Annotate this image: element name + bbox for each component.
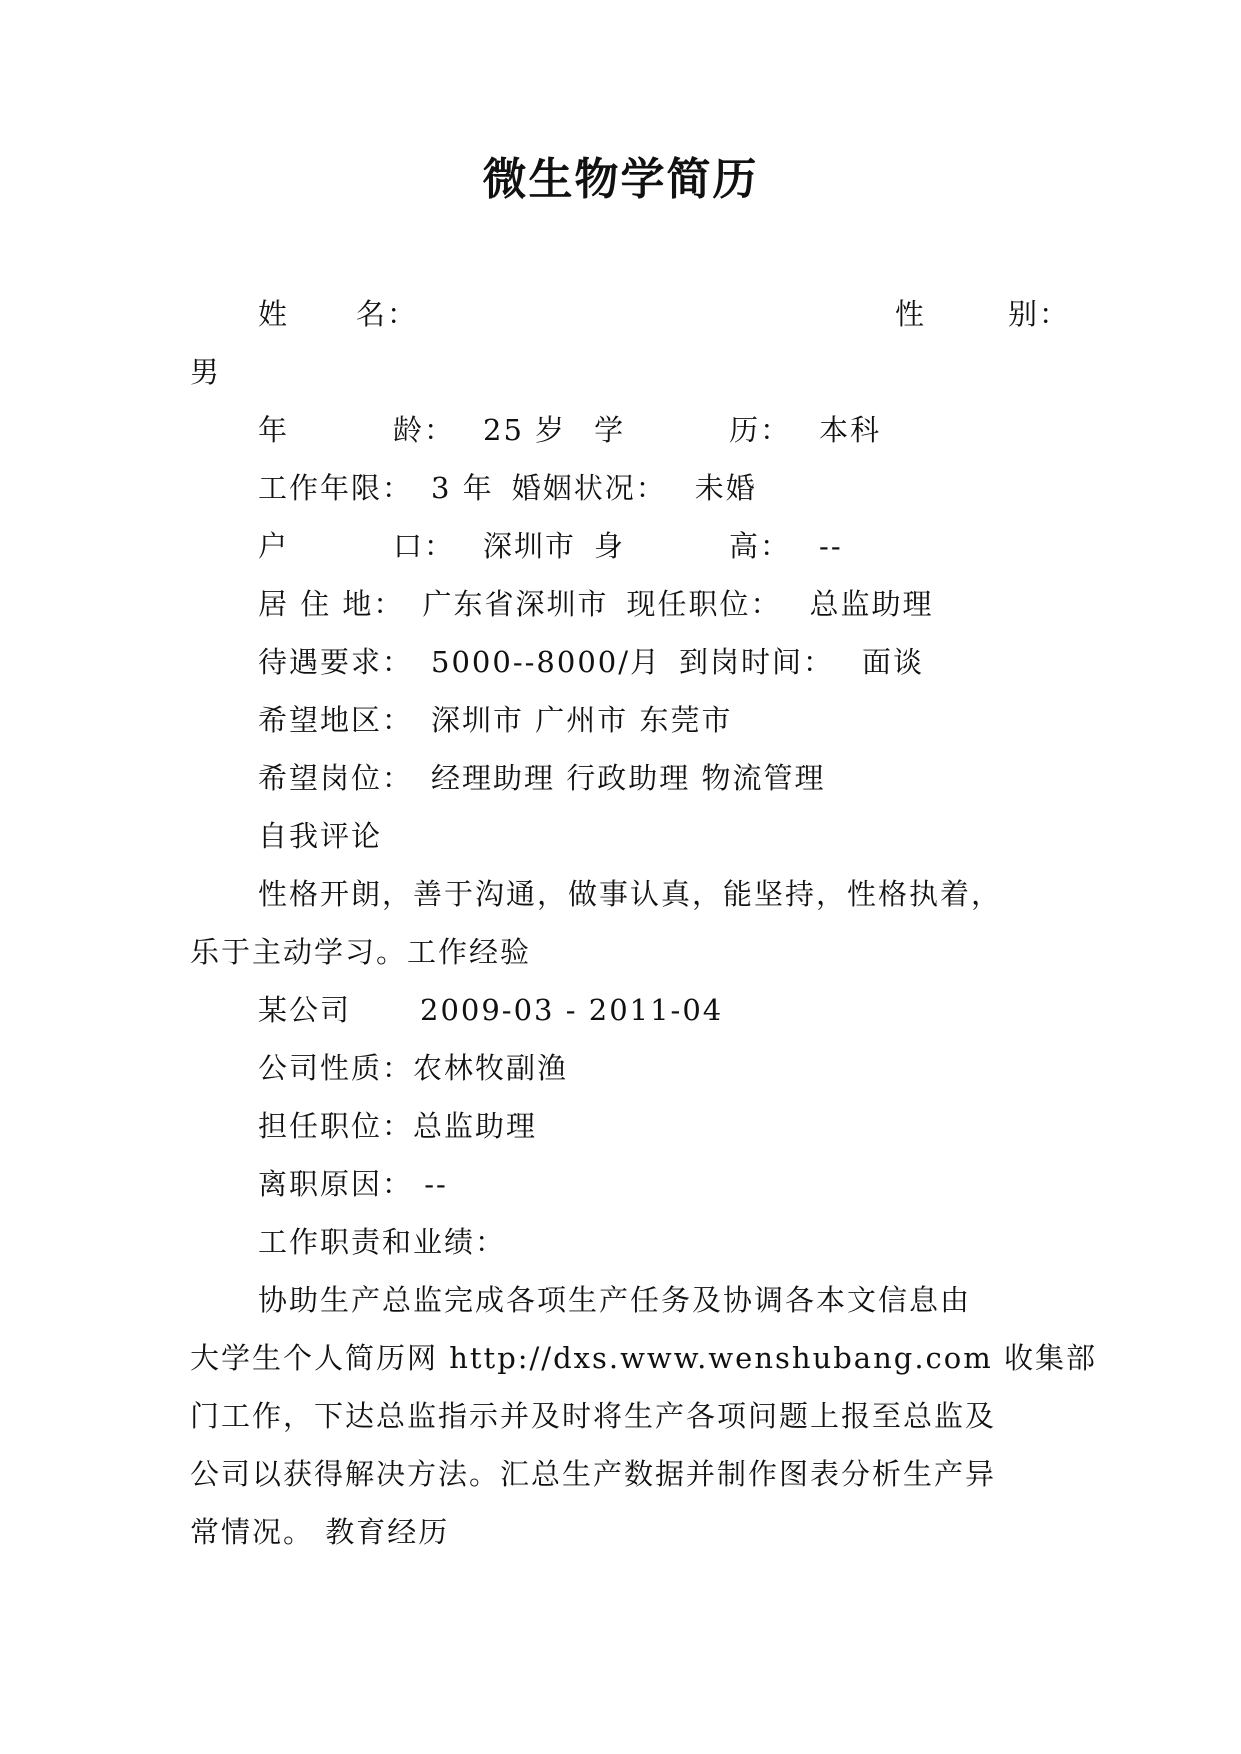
leave-reason: 离职原因： -- [258,1167,448,1201]
age-label-2: 龄： [393,413,456,447]
age-value: 25 岁 [483,413,567,447]
position-value: 总监助理 [809,587,934,621]
region-value: 深圳市 广州市 东莞市 [431,703,733,737]
duties-line-2: 大学生个人简历网 http://dxs.www.wenshubang.com 收集部 [190,1341,1097,1375]
age-education-row [190,401,1070,459]
resume-body [190,285,1097,1561]
jobs-row [190,749,1070,807]
company-nature: 公司性质：农林牧副渔 [258,1051,569,1085]
hukou-label-2: 口： [393,529,456,563]
salary-value: 5000--8000/月 [431,645,661,679]
gender-value: 男 [190,355,222,389]
education-label-2: 历： [729,413,792,447]
residence-value: 广东省深圳市 [422,587,609,621]
work-years-label: 工作年限： [258,471,414,505]
company-name: 某公司 [258,993,352,1027]
region-label: 希望地区： [258,703,414,737]
height-value: -- [819,529,843,563]
duties-line-3: 门工作，下达总监指示并及时将生产各项问题上报至总监及 [190,1399,997,1433]
duties-line-4: 公司以获得解决方法。汇总生产数据并制作图表分析生产异 [190,1457,997,1491]
height-label-2: 高： [729,529,792,563]
hukou-label-1: 户 [258,529,290,563]
duties-heading: 工作职责和业绩： [258,1225,507,1259]
name-gender-row [190,285,1070,343]
residence-position-row [190,575,1070,633]
education-label-1: 学 [594,413,626,447]
company-role: 担任职位：总监助理 [258,1109,538,1143]
age-label-1: 年 [258,413,290,447]
arrival-value: 面谈 [862,645,925,679]
company-period: 2009-03 - 2011-04 [420,993,724,1027]
work-marital-row [190,459,1070,517]
duties-line-1: 协助生产总监完成各项生产任务及协调各本文信息由 [258,1283,972,1317]
self-eval-text-2: 乐于主动学习。工作经验 [190,935,532,969]
position-label: 现任职位： [626,587,782,621]
education-value: 本科 [819,413,882,447]
duties-line-5: 常情况。 教育经历 [190,1515,450,1549]
name-label: 姓 名： [258,297,418,331]
company-row [190,981,1070,1039]
residence-label: 居 住 地： [258,587,405,621]
hukou-height-row [190,517,1070,575]
arrival-label: 到岗时间： [679,645,835,679]
gender-label: 性 别： [895,297,1070,331]
hukou-value: 深圳市 [483,529,577,563]
salary-arrival-row [190,633,1070,691]
jobs-label: 希望岗位： [258,761,414,795]
document-title: 微生物学简历 [482,154,759,205]
marital-label: 婚姻状况： [511,471,667,505]
salary-label: 待遇要求： [258,645,414,679]
work-years-value: 3 年 [431,471,494,505]
self-eval-text-1: 性格开朗，善于沟通，做事认真，能坚持，性格执着， [258,877,1003,911]
height-label-1: 身 [594,529,626,563]
self-eval-heading: 自我评论 [258,819,383,853]
jobs-value: 经理助理 行政助理 物流管理 [431,761,826,795]
marital-value: 未婚 [694,471,757,505]
region-row [190,691,1070,749]
